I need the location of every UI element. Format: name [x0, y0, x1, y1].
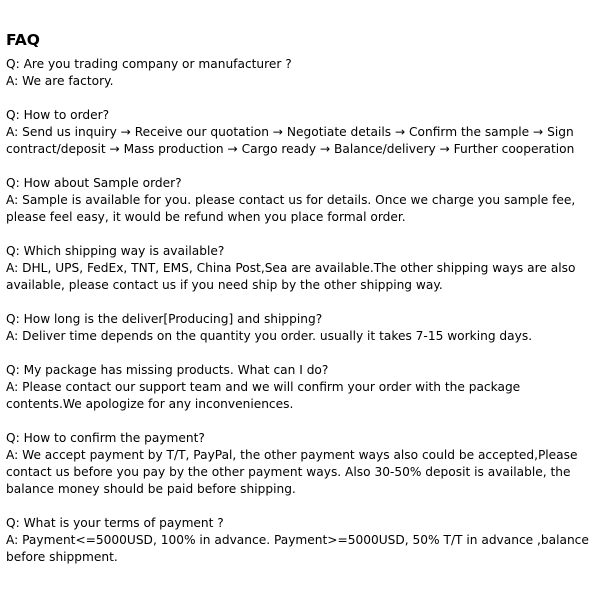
faq-answer: A: DHL, UPS, FedEx, TNT, EMS, China Post,Sea are available.The other shipping ways are also available, please contact us if you need ship by the other shipping way. — [6, 261, 576, 292]
faq-item — [6, 430, 596, 498]
faq-item — [6, 107, 596, 158]
faq-item — [6, 515, 596, 566]
faq-answer: A: We are factory. — [6, 74, 114, 88]
faq-answer: A: Payment<=5000USD, 100% in advance. Payment>=5000USD, 50% T/T in advance ,balance before shippment. — [6, 533, 589, 564]
faq-question: Q: Which shipping way is available? — [6, 244, 225, 258]
faq-item — [6, 175, 596, 226]
faq-answer: A: Send us inquiry → Receive our quotation → Negotiate details → Confirm the sample → Sign contract/deposit → Mass production → Cargo ready → Balance/delivery → Further cooperation — [6, 125, 575, 156]
faq-question: Q: How about Sample order? — [6, 176, 182, 190]
page-title: FAQ — [6, 31, 40, 49]
faq-question: Q: How to order? — [6, 108, 110, 122]
faq-answer: A: Deliver time depends on the quantity you order. usually it takes 7-15 working days. — [6, 329, 533, 343]
faq-question: Q: How to confirm the payment? — [6, 431, 205, 445]
faq-question: Q: My package has missing products. What can I do? — [6, 363, 329, 377]
faq-answer: A: Please contact our support team and we will confirm your order with the package contents.We apologize for any inconveniences. — [6, 380, 521, 411]
faq-answer: A: Sample is available for you. please contact us for details. Once we charge you sample fee, please feel easy, it would be refund when you place formal order. — [6, 193, 576, 224]
faq-item — [6, 56, 596, 90]
faq-item — [6, 243, 596, 294]
faq-answer: A: We accept payment by T/T, PayPal, the other payment ways also could be accepted,Please contact us before you pay by the other payment ways. Also 30-50% deposit is available, the balance money should be paid before shipping. — [6, 448, 578, 496]
faq-question: Q: Are you trading company or manufacturer ? — [6, 57, 292, 71]
faq-item — [6, 362, 596, 413]
faq-question: Q: What is your terms of payment ? — [6, 516, 224, 530]
faq-question: Q: How long is the deliver[Producing] and shipping? — [6, 312, 323, 326]
faq-item — [6, 311, 596, 345]
